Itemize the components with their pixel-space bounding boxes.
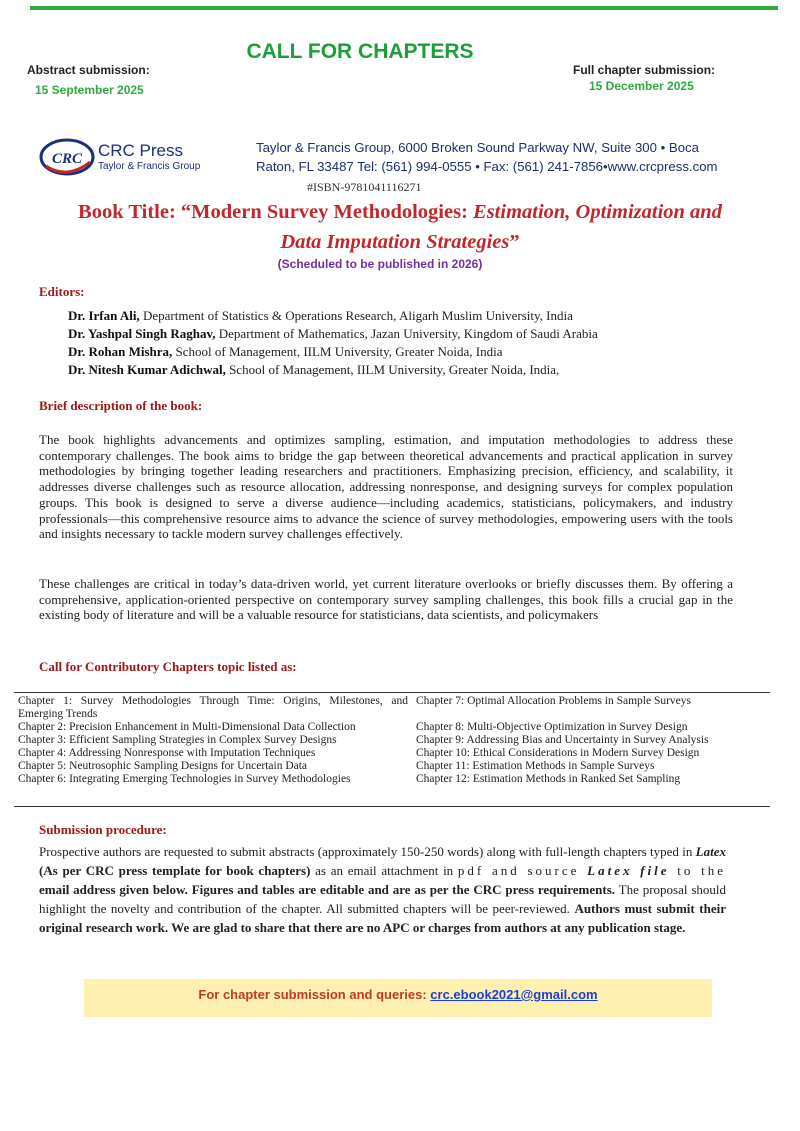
book-title-prefix: Book Title: “Modern Survey Methodologies: [78,201,474,223]
chapter-cell: Chapter 3: Efficient Sampling Strategies in Complex Survey Designs [18,734,337,746]
address-line-1: Taylor & Francis Group, 6000 Broken Sound Parkway NW, Suite 300 • Boca [256,140,699,155]
logo-publisher-subtitle: Taylor & Francis Group [98,161,201,172]
logo-mark-text: CRC [51,151,83,167]
logo-publisher-name: CRC Press [98,141,184,160]
address-line-2: Raton, FL 33487 Tel: (561) 994-0555 • Fax: (561) 241-7856•www.crcpress.com [256,159,718,174]
submission-text: as an email attachment in [310,863,458,878]
table-bottom-rule [14,806,770,807]
chapter-cell: Chapter 4: Addressing Nonresponse with Imputation Techniques [18,747,316,759]
description-paragraph-2: These challenges are critical in today’s data-driven world, yet current literature overlooks or briefly discusses them. By offering a comprehensive, application-oriented perspective on contemporary survey sampling challenges, this book fills a crucial gap in the existing body of literature and will be a valuable resource for statisticians, data scientists, and policymakers [39,576,733,623]
editor-affiliation: Department of Mathematics, Jazan University, Kingdom of Saudi Arabia [215,326,598,341]
editor-affiliation: School of Management, IILM University, Greater Noida, India, [225,362,560,377]
table-row [14,734,770,747]
abstract-submission-date: 15 September 2025 [35,83,144,97]
full-chapter-submission-date: 15 December 2025 [589,79,694,93]
submission-text: (As per CRC press template for book chapters) [39,863,311,878]
book-title-suffix: ” [509,231,520,253]
publication-schedule: (Scheduled to be published in 2026) [277,257,483,271]
table-row [14,747,770,760]
submission-text: to the [669,863,726,878]
editor-entry [68,344,502,360]
description-paragraph-1: The book highlights advancements and optimizes sampling, estimation, and imputation methodologies to address these contemporary challenges. The book aims to bridge the gap between theoretical advancements and practical application in survey methodologies by bringing together leading researchers and practitioners. Emphasizing precision, efficiency, and scalability, it addresses diverse challenges such as resource allocation, addressing nonresponse, and designing surveys for complex population groups. This book is designed to serve a diverse audience—including academics, statisticians, policymakers, and industry professionals—this comprehensive resource aims to advance the science of survey methodologies, empowering users with the tools and insights necessary to tackle modern survey challenges effectively. [39,432,733,542]
book-title-italic-2: Data Imputation Strategies [280,231,510,253]
submission-text: Prospective authors are requested to submit abstracts (approximately 150-250 words) along with full-length chapters typed in [39,844,696,859]
publisher-address [256,138,736,176]
editor-name: Dr. Rohan Mishra, [68,344,173,359]
chapter-cell: Chapter 11: Estimation Methods in Sample Surveys [416,760,655,772]
editor-entry [68,362,559,378]
submission-heading: Submission procedure: [39,822,167,837]
editor-name: Dr. Nitesh Kumar Adichwal, [68,362,226,377]
chapter-cell: Chapter 7: Optimal Allocation Problems in Sample Surveys [416,695,692,707]
chapter-cell: Chapter 9: Addressing Bias and Uncertainty in Survey Analysis [416,734,709,746]
submission-paragraph [39,842,726,937]
abstract-submission-label: Abstract submission: [27,63,150,77]
crc-press-logo-icon [38,136,96,178]
submission-text: Latex file [587,863,670,878]
chapter-cell: Chapter 12: Estimation Methods in Ranked Set Sampling [416,773,681,785]
editor-name: Dr. Yashpal Singh Raghav, [68,326,216,341]
call-for-chapters-heading: CALL FOR CHAPTERS [246,40,474,63]
editor-affiliation: School of Management, IILM University, Greater Noida, India [172,344,503,359]
chapter-cell: Chapter 8: Multi-Objective Optimization in Survey Design [416,721,688,733]
full-chapter-submission-label: Full chapter submission: [573,63,716,77]
submission-text: Authors must submit their original research work. We are glad to share that there are no APC or charges from authors at any publication stage. [39,901,726,935]
table-row [14,721,770,734]
top-green-rule [30,6,778,10]
chapter-cell: Chapter 2: Precision Enhancement in Multi-Dimensional Data Collection [18,721,356,733]
contact-line [84,987,712,1002]
editor-name: Dr. Irfan Ali, [68,308,140,323]
submission-text: Latex [695,844,726,859]
chapters-table [14,692,770,786]
chapter-cell: Chapter 5: Neutrosophic Sampling Designs for Uncertain Data [18,760,308,772]
submission-text: The proposal should highlight the novelty and contribution of the chapter. All submitted chapters will be peer-reviewed. [39,882,726,916]
chapter-cell: Chapter 10: Ethical Considerations in Modern Survey Design [416,747,700,759]
editors-heading: Editors: [39,284,85,299]
contact-email-link[interactable]: crc.ebook2021@gmail.com [430,987,598,1002]
submission-text: pdf and source [457,863,588,878]
table-row [14,773,770,786]
table-row [14,760,770,773]
submission-text: email address given below. Figures and tables are editable and are as per the CRC press requirements. [39,882,616,897]
chapter-cell: Chapter 1: Survey Methodologies Through Time: Origins, Milestones, and Emerging Trends [18,695,408,720]
contact-label: For chapter submission and queries: [198,987,431,1002]
table-row [14,692,770,721]
book-title-italic-1: Estimation, Optimization and [473,201,722,223]
book-title [10,197,790,257]
description-heading: Brief description of the book: [39,398,203,413]
editor-entry [68,326,598,342]
editor-affiliation: Department of Statistics & Operations Research, Aligarh Muslim University, India [139,308,573,323]
chapters-heading: Call for Contributory Chapters topic listed as: [39,659,297,674]
editor-entry [68,308,573,324]
chapter-cell: Chapter 6: Integrating Emerging Technologies in Survey Methodologies [18,773,351,785]
isbn: #ISBN-9781041116271 [307,180,422,194]
